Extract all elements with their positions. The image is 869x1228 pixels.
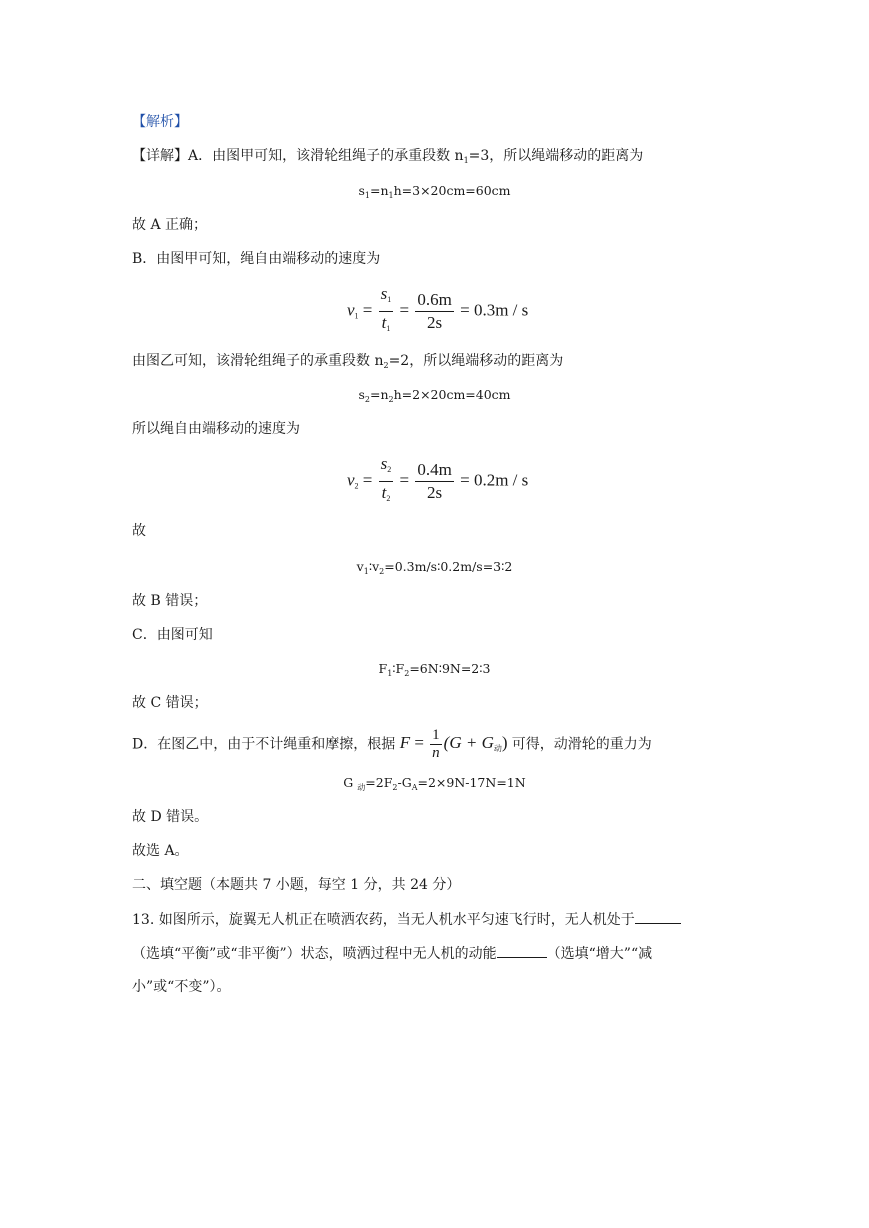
answer-blank-1[interactable]: [635, 909, 681, 924]
equation-ratio-f: $F_1∶F_2=6N∶9N=2∶3$: [378, 661, 491, 678]
conclusion-d: 故 D 错误。: [132, 809, 209, 825]
equation-g-dong: G $_动=2F_2-G_A=2\times 9N-17N=1N$: [343, 775, 526, 792]
conclusion-c: 故 C 错误；: [132, 695, 208, 711]
fraction-v2: $v_2$ = $\frac{s_2}{t_2}$ = $\frac{0.4m}{2s}$ = 0.2m / s: [347, 454, 529, 503]
fraction-v1: $v_1$ = $\frac{s_1}{t_1}$ = $\frac{0.6m}{2s}$ = 0.3m / s: [347, 284, 529, 333]
detail-tag: 【详解】: [132, 148, 188, 164]
option-b-line: B．由图甲可知，绳自由端移动的速度为: [132, 251, 381, 267]
final-answer: 故选 A。: [132, 843, 189, 859]
figure-yi-line: 由图乙可知，该滑轮组绳子的承重段数 $n_2=2$，所以绳端移动的距离为: [132, 353, 564, 370]
equation-s1: $s_1=n_1h=3\times 20cm=60cm$: [358, 183, 511, 200]
question-13-line3: 小”或“不变”）。: [132, 979, 231, 995]
speed-line: 所以绳自由端移动的速度为: [132, 421, 300, 437]
equation-ratio-v: $v_1∶v_2=0.3m/s∶0.2m/s=3∶2$: [356, 559, 513, 576]
analysis-heading: 【解析】: [132, 114, 188, 130]
detail-line-a: 【详解】A．由图甲可知，该滑轮组绳子的承重段数 $n_1=3$，所以绳端移动的距离为: [132, 148, 644, 165]
option-d-line: D．在图乙中，由于不计绳重和摩擦，根据 F = $\frac{1}{n}$ $(G + G_动)$ 可得，动滑轮的重力为: [132, 727, 652, 761]
section-heading: 二、填空题（本题共 7 小题，每空 1 分，共 24 分）: [132, 877, 461, 893]
equation-s2: $s_2=n_2h=2\times 20cm=40cm$: [358, 387, 511, 404]
question-13-line2: （选填“平衡”或“非平衡”）状态，喷洒过程中无人机的动能 （选填“增大”“减: [132, 943, 652, 964]
gu-line: 故: [132, 523, 146, 539]
question-13-line1: 13. 如图所示，旋翼无人机正在喷洒农药，当无人机水平匀速飞行时，无人机处于: [132, 909, 681, 930]
force-formula: F = $\frac{1}{n}$ $(G + G_动)$: [399, 727, 508, 761]
conclusion-b: 故 B 错误；: [132, 593, 208, 609]
option-c-line: C．由图可知: [132, 627, 213, 643]
answer-blank-2[interactable]: [497, 943, 547, 958]
conclusion-a: 故 A 正确；: [132, 217, 208, 233]
